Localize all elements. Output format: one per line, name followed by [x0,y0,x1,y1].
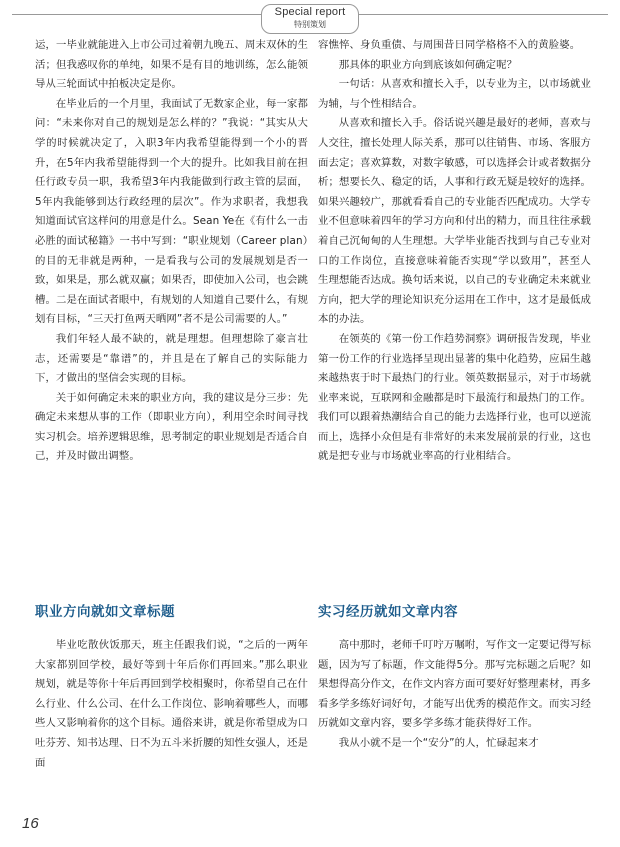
paragraph: 从喜欢和擅长入手。俗话说兴趣是最好的老师，喜欢与人交往，擅长处理人际关系，那可以往销售、市场、客服方面去定；喜欢算数，对数字敏感，可以选择会计或者数据分析；想要长久、稳定的话，人事和行政无疑是较好的选择。如果兴趣较广，那就看看自己的专业能否匹配成功。大学专业不但意味着四年的学习方向和付出的精力，而且往往承载着自己沉甸甸的人生理想。大学毕业能否找到与自己专业对口的工作岗位，直接意味着能否实现“学以致用”，甚至人生理想能否达成。换句话来说，以自己的专业确定未来就业方向，把大学的理论知识充分运用在工作中，这才是最低成本的办法。 [318,117,591,326]
section-title-internship: 实习经历就如文章内容 [318,604,458,620]
page-number: 16 [22,815,39,832]
paragraph: 高中那时，老师千叮咛万嘱咐，写作文一定要记得写标题，因为写了标题，作文能得5分。那写完标题之后呢？如果想得高分作文，在作文内容方面可要好好整理素材，再多看多学多练好词好句，才能写出优秀的模范作文。而实习经历就如文章内容，要多学多练才能获得好工作。 [318,639,591,730]
paragraph: 在领英的《第一份工作趋势洞察》调研报告发现，毕业第一份工作的行业选择呈现出显著的集中化趋势，应届生越来越热衷于时下最热门的行业。领英数据显示，对于市场就业率来说，互联网和金融都是时下最流行和最热门的工作。我们可以跟着热潮结合自己的能力去选择行业，也可以逆流而上，选择小众但是有非常好的未来发展前景的行业，这也就是把专业与市场就业率高的行业相结合。 [318,332,591,463]
paragraph: 我从小就不是一个“安分”的人，忙碌起来才 [338,736,539,749]
paragraph: 在毕业后的一个月里，我面试了无数家企业，每一家都问：“未来你对自己的规划是怎么样的？”我说：“其实从大学的时候就决定了，入职3年内我希望能得到一个小的晋升，在5年内我希望能得到一个大的提升。比如我目前在担任行政专员一职，我希望3年内我能做到行政主管的层面，5年内我能够到达行政经理的层次”。作为求职者，我想我知道面试官这样问的用意是什么。Sean Ye在《有什么一击必胜的面试秘籍》一书中写到：“职业规划（Career plan）的目的无非就是两种，一是看我与公司的发展规划是否一致，如果是，那么就双赢；如果否，即使加入公司，也会跳槽。二是在面试者眼中，有规划的人知道自己要什么，有规划有目标，“三天打鱼两天晒网”者不是公司需要的人。” [35,97,308,326]
paragraph: 那具体的职业方向到底该如何确定呢？ [338,58,518,71]
paragraph: 一句话：从喜欢和擅长入手，以专业为主，以市场就业为辅，与个性相结合。 [318,78,591,110]
right-column-top [318,36,591,467]
header-title-zh: 特别策划 [294,20,326,29]
left-column-top [35,36,308,467]
right-column-section [318,636,591,754]
paragraph: 容憔悴、身负重债、与周围昔日同学格格不入的黄脸婆。 [318,39,581,51]
section-title-career-direction: 职业方向就如文章标题 [35,604,175,620]
paragraph: 毕业吃散伙饭那天，班主任跟我们说，“之后的一两年大家都别回学校，最好等到十年后你们再回来。”那么职业规划，就是等你十年后再回到学校相聚时，你希望自己在什么行业、什么公司、在什么工作岗位、影响着哪些人，而哪些人又影响着你的这个目标。通俗来讲，就是你希望成为口吐芬芳、知书达理、日不为五斗米折腰的知性女强人，还是面 [35,639,308,769]
section-header-badge [261,4,359,34]
paragraph: 我们年轻人最不缺的，就是理想。但理想除了豪言壮志，还需要是“靠谱”的，并且是在了解自己的实际能力下，才做出的坚信会实现的目标。 [35,332,308,385]
header-title-en: Special report [274,6,346,18]
paragraph: 关于如何确定未来的职业方向，我的建议是分三步：先确定未来想从事的工作（即职业方向），利用空余时间寻找实习机会。培养逻辑思维，思考制定的职业规划是否适合自己，并及时做出调整。 [35,391,308,463]
paragraph: 运，一毕业就能进入上市公司过着朝九晚五、周末双休的生活；但我惑叹你的单纯，如果不是有目的地训练，怎么能领导从三轮面试中拍板决定是你。 [35,39,308,91]
left-column-section [35,636,308,773]
